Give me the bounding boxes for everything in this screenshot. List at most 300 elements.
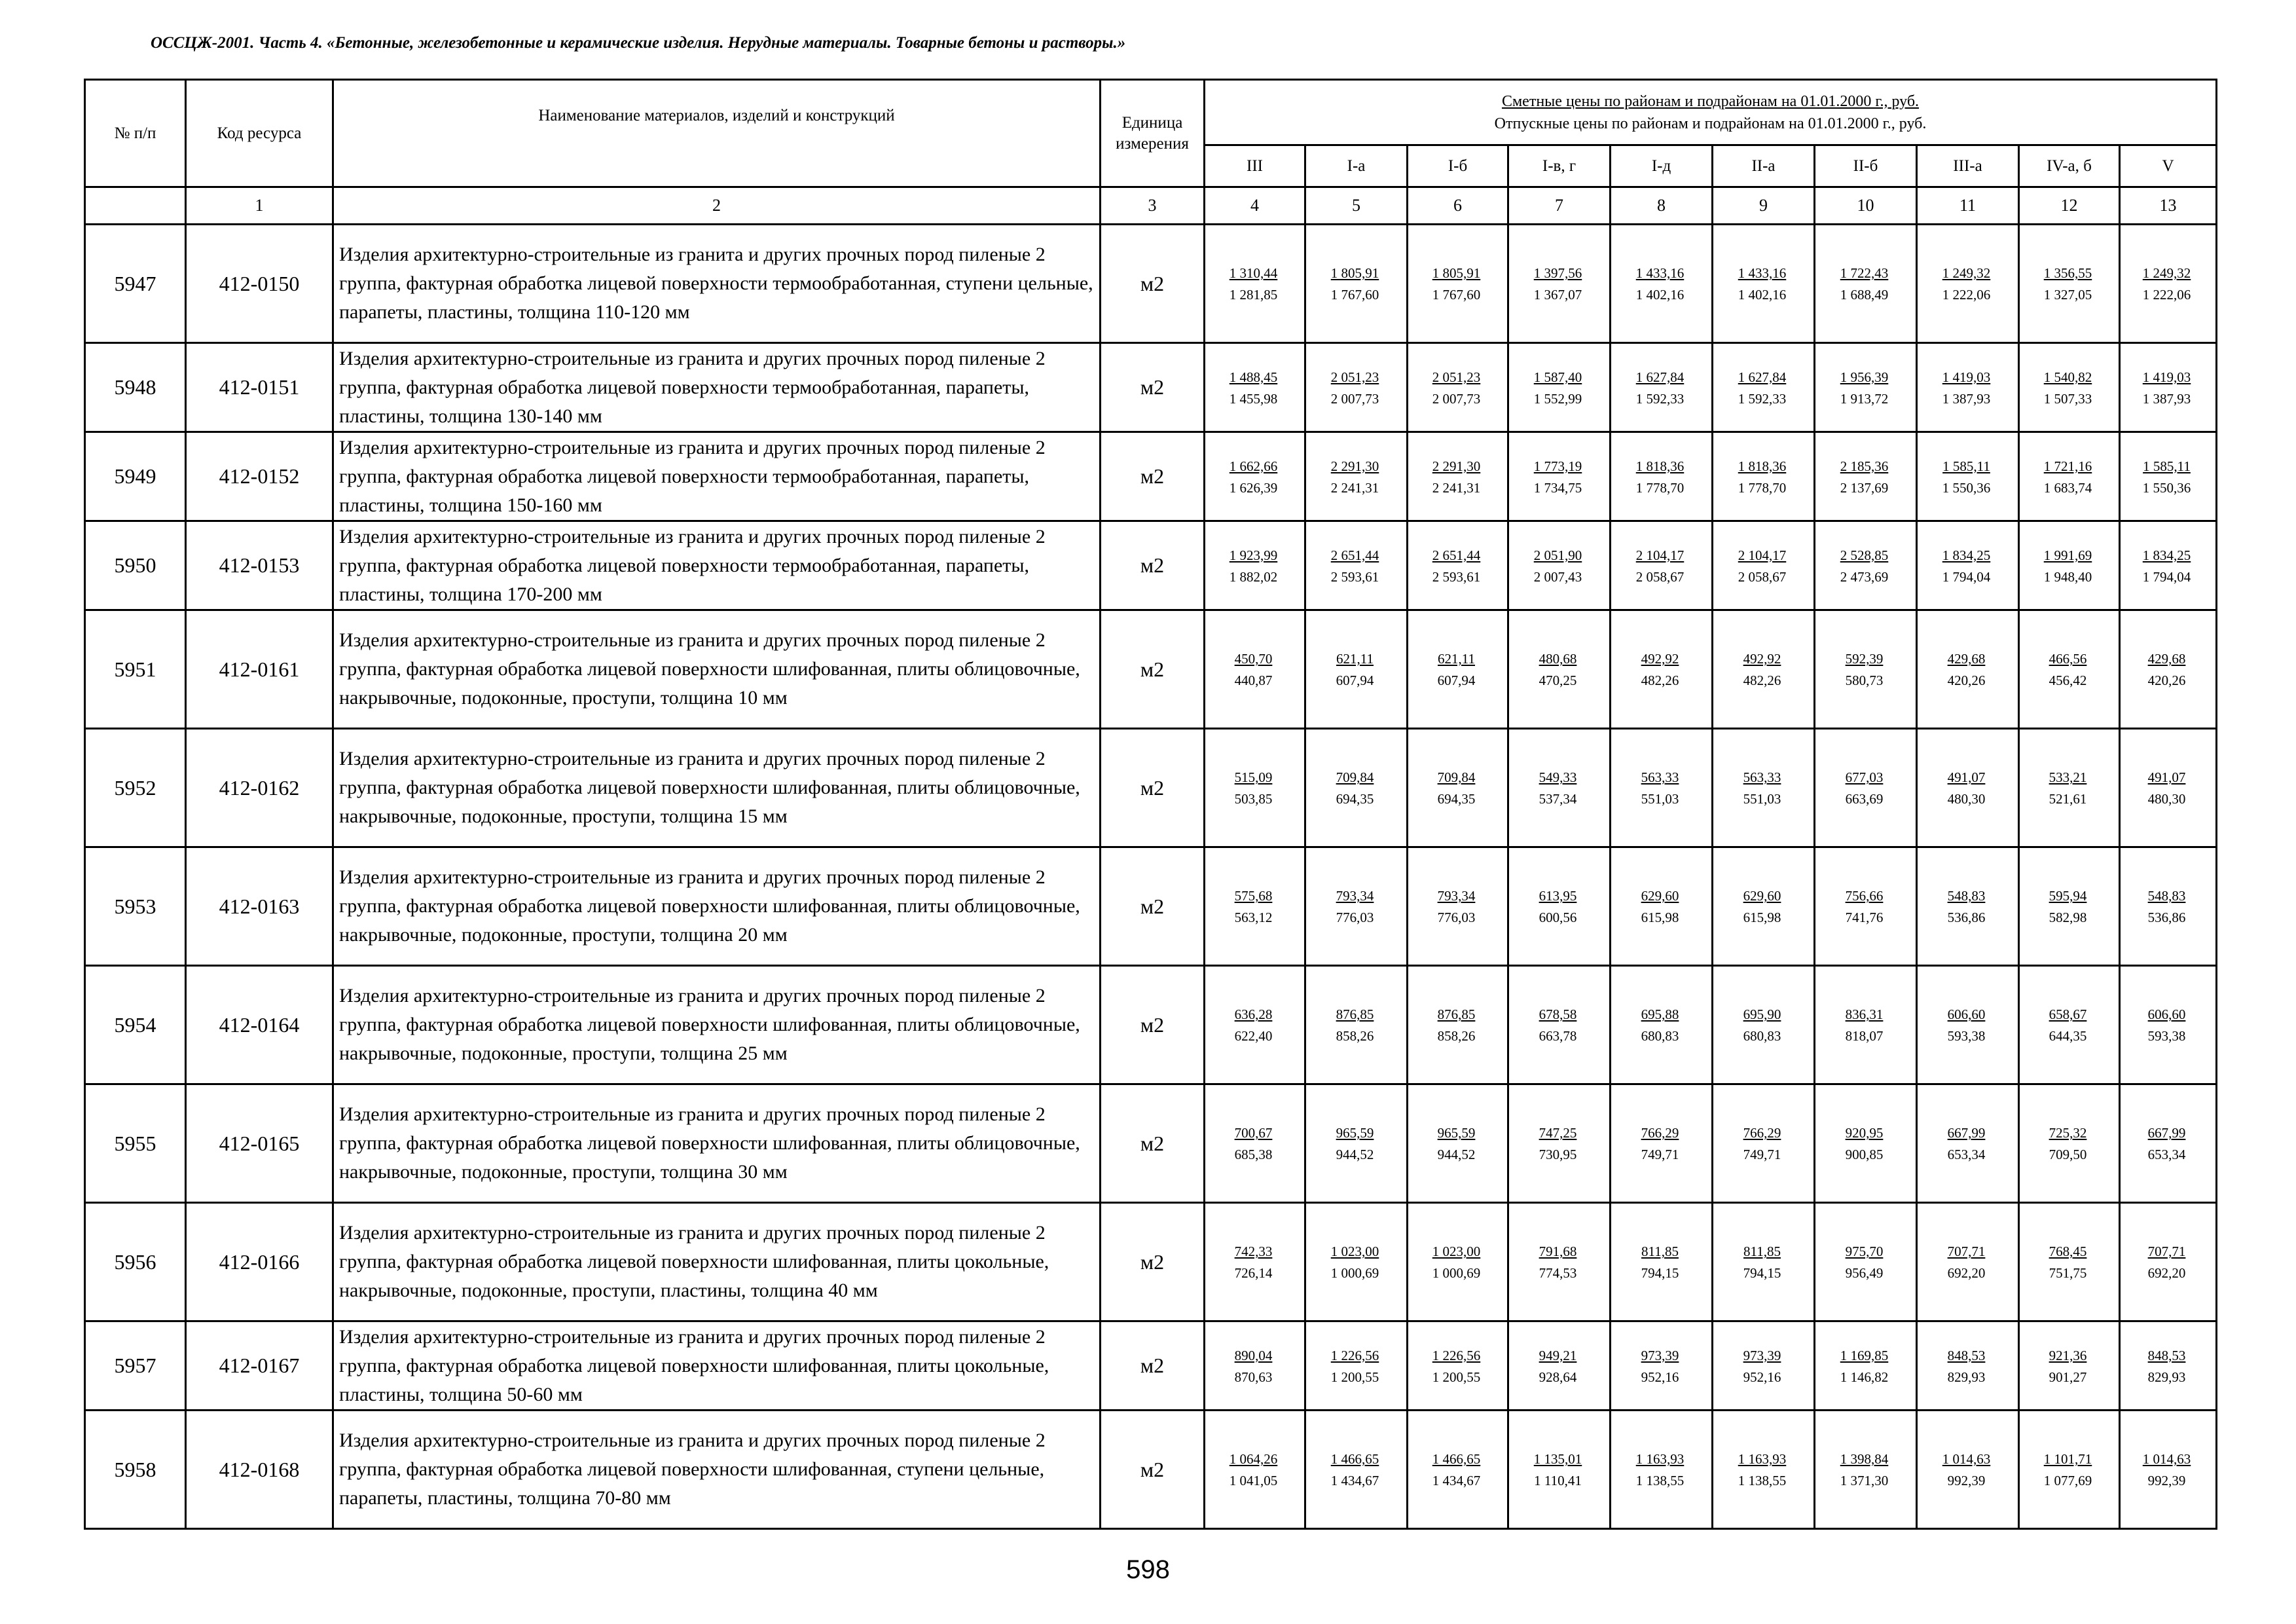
estimate-price: 1 249,32	[2142, 265, 2191, 281]
estimate-price: 876,85	[1336, 1006, 1374, 1022]
unit-of-measure: м2	[1101, 521, 1205, 610]
release-price: 952,16	[1641, 1369, 1679, 1385]
price-cell	[1815, 1411, 1917, 1529]
release-price: 1 222,06	[1942, 287, 1991, 303]
price-cell	[1917, 610, 2019, 729]
price-cell	[1305, 432, 1408, 521]
price-cell	[1917, 966, 2019, 1084]
release-price: 774,53	[1539, 1265, 1577, 1281]
resource-code: 412-0152	[186, 432, 333, 521]
estimate-price: 756,66	[1845, 888, 1884, 904]
estimate-price: 2 528,85	[1840, 547, 1889, 563]
price-cell	[1917, 225, 2019, 343]
estimate-price: 1 834,25	[2142, 547, 2191, 563]
unit-of-measure: м2	[1101, 847, 1205, 966]
release-price: 440,87	[1234, 673, 1273, 688]
column-number: 4	[1205, 187, 1305, 225]
price-cell	[2120, 1411, 2217, 1529]
resource-code: 412-0163	[186, 847, 333, 966]
estimate-price: 1 226,56	[1432, 1347, 1481, 1363]
price-cell	[1508, 729, 1611, 847]
price-cell	[1713, 432, 1815, 521]
price-cell	[1917, 1321, 2019, 1411]
row-number: 5950	[85, 521, 186, 610]
estimate-price: 1 163,93	[1738, 1451, 1787, 1467]
row-number: 5956	[85, 1203, 186, 1321]
item-description: Изделия архитектурно-строительные из гранита и других прочных пород пиленые 2 группа, фактурная обработка лицевой поверхности шлифованная, плиты облицовочные, накрывочные, подоконные, проступи, толщина 15 мм	[333, 729, 1101, 847]
estimate-price: 563,33	[1743, 769, 1781, 785]
estimate-price: 725,32	[2049, 1125, 2087, 1141]
estimate-price: 621,11	[1438, 651, 1475, 667]
price-cell	[1611, 966, 1713, 1084]
row-number: 5957	[85, 1321, 186, 1411]
price-cell	[1611, 1321, 1713, 1411]
price-cell	[1508, 432, 1611, 521]
estimate-price: 1 023,00	[1432, 1244, 1481, 1259]
release-price: 1 200,55	[1330, 1369, 1379, 1385]
estimate-price: 2 051,90	[1533, 547, 1582, 563]
release-price: 663,69	[1845, 791, 1884, 807]
unit-of-measure: м2	[1101, 1321, 1205, 1411]
release-price: 829,93	[1947, 1369, 1986, 1385]
estimate-price: 1 834,25	[1942, 547, 1991, 563]
row-number: 5952	[85, 729, 186, 847]
estimate-price: 2 185,36	[1840, 458, 1889, 474]
price-cell	[1917, 847, 2019, 966]
column-number: 8	[1611, 187, 1713, 225]
release-price: 2 007,43	[1533, 568, 1582, 585]
estimate-price: 965,59	[1437, 1125, 1476, 1141]
unit-of-measure: м2	[1101, 343, 1205, 432]
estimate-price: 848,53	[2147, 1347, 2186, 1363]
price-cell	[1611, 1084, 1713, 1203]
release-price: 2 007,73	[1432, 390, 1481, 407]
unit-of-measure: м2	[1101, 1084, 1205, 1203]
column-number: 1	[186, 187, 333, 225]
region-header: I-б	[1408, 145, 1508, 187]
estimate-price: 1 722,43	[1840, 265, 1889, 281]
price-cell	[1611, 610, 1713, 729]
release-price: 1 882,02	[1229, 568, 1278, 585]
table-row	[85, 1084, 2217, 1203]
price-cell	[1815, 1084, 1917, 1203]
price-cell	[1917, 1084, 2019, 1203]
release-price: 1 138,55	[1635, 1473, 1685, 1488]
prices-header-release: Отпускные цены по районам и подрайонам на 01.01.2000 г., руб.	[1494, 115, 1927, 132]
release-price: 653,34	[1947, 1147, 1986, 1162]
release-price: 956,49	[1845, 1265, 1884, 1281]
release-price: 663,78	[1539, 1028, 1577, 1044]
estimate-price: 709,84	[1437, 769, 1476, 785]
release-price: 2 007,73	[1330, 390, 1379, 407]
release-price: 551,03	[1743, 791, 1781, 807]
estimate-price: 1 226,56	[1330, 1347, 1379, 1363]
estimate-price: 1 818,36	[1635, 458, 1685, 474]
table-row	[85, 610, 2217, 729]
row-number: 5955	[85, 1084, 186, 1203]
estimate-price: 2 104,17	[1738, 547, 1787, 563]
estimate-price: 2 651,44	[1432, 547, 1481, 563]
price-cell	[1305, 343, 1408, 432]
price-cell	[1815, 729, 1917, 847]
estimate-price: 1 249,32	[1942, 265, 1991, 281]
price-cell	[2019, 225, 2120, 343]
estimate-price: 707,71	[2147, 1244, 2186, 1259]
estimate-price: 1 466,65	[1432, 1451, 1481, 1467]
price-cell	[1917, 432, 2019, 521]
item-description: Изделия архитектурно-строительные из гранита и других прочных пород пиленые 2 группа, фактурная обработка лицевой поверхности термообработанная, парапеты, пластины, толщина 150-160 мм	[333, 432, 1101, 521]
price-cell	[1611, 1411, 1713, 1529]
release-price: 900,85	[1845, 1147, 1884, 1162]
price-cell	[2019, 1203, 2120, 1321]
price-cell	[2019, 610, 2120, 729]
estimate-price: 920,95	[1845, 1125, 1884, 1141]
estimate-price: 450,70	[1234, 651, 1273, 667]
item-description: Изделия архитектурно-строительные из гранита и других прочных пород пиленые 2 группа, фактурная обработка лицевой поверхности термообработанная, ступени цельные, парапеты, пластины, толщина 110-120 мм	[333, 225, 1101, 343]
release-price: 607,94	[1336, 673, 1374, 688]
estimate-price: 695,88	[1641, 1006, 1679, 1022]
price-cell	[1408, 1411, 1508, 1529]
unit-of-measure: м2	[1101, 966, 1205, 1084]
release-price: 944,52	[1437, 1147, 1476, 1162]
estimate-price: 621,11	[1336, 651, 1374, 667]
price-cell	[1205, 225, 1305, 343]
release-price: 794,15	[1641, 1265, 1679, 1281]
release-price: 730,95	[1539, 1147, 1577, 1162]
resource-code: 412-0150	[186, 225, 333, 343]
price-cell	[2120, 1203, 2217, 1321]
item-description: Изделия архитектурно-строительные из гранита и других прочных пород пиленые 2 группа, фактурная обработка лицевой поверхности шлифованная, плиты облицовочные, накрывочные, подоконные, проступи, толщина 30 мм	[333, 1084, 1101, 1203]
col-header-unit: Единица измерения	[1101, 80, 1205, 187]
resource-code: 412-0151	[186, 343, 333, 432]
estimate-price: 1 064,26	[1229, 1451, 1278, 1467]
estimate-price: 1 101,71	[2043, 1451, 2092, 1467]
price-cell	[1408, 1321, 1508, 1411]
price-cell	[1508, 1084, 1611, 1203]
column-number-row	[85, 187, 2217, 225]
price-cell	[2019, 966, 2120, 1084]
price-cell	[2019, 521, 2120, 610]
release-price: 1 794,04	[1942, 568, 1991, 585]
estimate-price: 1 540,82	[2043, 369, 2092, 385]
estimate-price: 606,60	[1947, 1006, 1986, 1022]
estimate-price: 1 014,63	[1942, 1451, 1991, 1467]
release-price: 1 367,07	[1533, 287, 1582, 303]
release-price: 503,85	[1234, 791, 1273, 807]
item-description: Изделия архитектурно-строительные из гранита и других прочных пород пиленые 2 группа, фактурная обработка лицевой поверхности шлифованная, ступени цельные, парапеты, пластины, толщина 70-80 мм	[333, 1411, 1101, 1529]
price-cell	[1713, 1084, 1815, 1203]
estimate-price: 492,92	[1641, 651, 1679, 667]
price-cell	[1408, 729, 1508, 847]
price-cell	[1815, 966, 1917, 1084]
price-cell	[1815, 432, 1917, 521]
estimate-price: 1 956,39	[1840, 369, 1889, 385]
release-price: 1 434,67	[1330, 1473, 1379, 1488]
estimate-price: 629,60	[1641, 888, 1679, 904]
price-cell	[1508, 1321, 1611, 1411]
release-price: 607,94	[1437, 673, 1476, 688]
release-price: 692,20	[1947, 1265, 1986, 1281]
row-number: 5954	[85, 966, 186, 1084]
estimate-price: 678,58	[1539, 1006, 1577, 1022]
row-number: 5948	[85, 343, 186, 432]
price-cell	[2019, 729, 2120, 847]
table-row	[85, 966, 2217, 1084]
release-price: 1 455,98	[1229, 390, 1278, 407]
region-header: III-а	[1917, 145, 2019, 187]
price-cell	[2120, 1321, 2217, 1411]
estimate-price: 1 135,01	[1533, 1451, 1582, 1467]
price-cell	[2019, 847, 2120, 966]
release-price: 615,98	[1743, 910, 1781, 925]
price-cell	[1305, 1084, 1408, 1203]
estimate-price: 1 014,63	[2142, 1451, 2191, 1467]
price-cell	[2019, 432, 2120, 521]
release-price: 870,63	[1234, 1369, 1273, 1385]
release-price: 749,71	[1743, 1147, 1781, 1162]
release-price: 2 058,67	[1738, 568, 1787, 585]
price-cell	[1408, 225, 1508, 343]
item-description: Изделия архитектурно-строительные из гранита и других прочных пород пиленые 2 группа, фактурная обработка лицевой поверхности шлифованная, плиты облицовочные, накрывочные, подоконные, проступи, толщина 20 мм	[333, 847, 1101, 966]
item-description: Изделия архитектурно-строительные из гранита и других прочных пород пиленые 2 группа, фактурная обработка лицевой поверхности шлифованная, плиты цокольные, пластины, толщина 50-60 мм	[333, 1321, 1101, 1411]
document-header: ОССЦЖ-2001. Часть 4. «Бетонные, железобетонные и керамические изделия. Нерудные материалы. Товарные бетоны и растворы.»	[151, 34, 1126, 52]
resource-code: 412-0165	[186, 1084, 333, 1203]
price-cell	[1713, 1411, 1815, 1529]
estimate-price: 480,68	[1539, 651, 1577, 667]
price-cell	[2120, 610, 2217, 729]
estimate-price: 793,34	[1336, 888, 1374, 904]
region-header: II-б	[1815, 145, 1917, 187]
estimate-price: 2 104,17	[1635, 547, 1685, 563]
table-row	[85, 225, 2217, 343]
price-cell	[1713, 729, 1815, 847]
price-cell	[1917, 343, 2019, 432]
price-cell	[1815, 225, 1917, 343]
page-number: 598	[1126, 1555, 1170, 1584]
estimate-price: 1 433,16	[1635, 265, 1685, 281]
release-price: 580,73	[1845, 673, 1884, 688]
estimate-price: 1 419,03	[1942, 369, 1991, 385]
release-price: 741,76	[1845, 910, 1884, 925]
price-table-body	[85, 225, 2217, 1529]
price-cell	[2019, 1321, 2120, 1411]
estimate-price: 1 310,44	[1229, 265, 1278, 281]
estimate-price: 466,56	[2049, 651, 2087, 667]
release-price: 582,98	[2049, 910, 2087, 925]
region-header: I-д	[1611, 145, 1713, 187]
estimate-price: 921,36	[2049, 1347, 2087, 1363]
price-cell	[1815, 1321, 1917, 1411]
resource-code: 412-0162	[186, 729, 333, 847]
release-price: 482,26	[1641, 673, 1679, 688]
table-row	[85, 1411, 2217, 1529]
release-price: 600,56	[1539, 910, 1577, 925]
release-price: 551,03	[1641, 791, 1679, 807]
release-price: 1 000,69	[1330, 1265, 1379, 1281]
price-cell	[2120, 847, 2217, 966]
price-cell	[1508, 343, 1611, 432]
item-description: Изделия архитектурно-строительные из гранита и других прочных пород пиленые 2 группа, фактурная обработка лицевой поверхности шлифованная, плиты облицовочные, накрывочные, подоконные, проступи, толщина 25 мм	[333, 966, 1101, 1084]
price-cell	[2019, 1084, 2120, 1203]
estimate-price: 1 805,91	[1432, 265, 1481, 281]
release-price: 944,52	[1336, 1147, 1374, 1162]
price-cell	[1917, 729, 2019, 847]
row-number: 5949	[85, 432, 186, 521]
price-cell	[1611, 432, 1713, 521]
estimate-price: 973,39	[1743, 1347, 1781, 1363]
release-price: 1 222,06	[2142, 287, 2191, 303]
price-cell	[1408, 847, 1508, 966]
price-cell	[1713, 1321, 1815, 1411]
price-cell	[1508, 1411, 1611, 1529]
release-price: 680,83	[1641, 1028, 1679, 1044]
column-number: 12	[2019, 187, 2120, 225]
column-number: 6	[1408, 187, 1508, 225]
release-price: 829,93	[2147, 1369, 2186, 1385]
release-price: 1 077,69	[2043, 1473, 2092, 1488]
region-header: I-в, г	[1508, 145, 1611, 187]
release-price: 1 767,60	[1432, 287, 1481, 303]
estimate-price: 1 587,40	[1533, 369, 1582, 385]
estimate-price: 707,71	[1947, 1244, 1986, 1259]
price-cell	[1205, 1321, 1305, 1411]
price-cell	[2019, 1411, 2120, 1529]
table-row	[85, 1203, 2217, 1321]
estimate-price: 1 397,56	[1533, 265, 1582, 281]
release-price: 537,34	[1539, 791, 1577, 807]
release-price: 1 688,49	[1840, 287, 1889, 303]
release-price: 593,38	[1947, 1028, 1986, 1044]
unit-of-measure: м2	[1101, 1411, 1205, 1529]
release-price: 1 200,55	[1432, 1369, 1481, 1385]
price-cell	[1205, 847, 1305, 966]
release-price: 536,86	[1947, 910, 1986, 925]
release-price: 1 550,36	[2142, 479, 2191, 496]
price-cell	[1408, 610, 1508, 729]
estimate-price: 1 169,85	[1840, 1347, 1889, 1363]
release-price: 794,15	[1743, 1265, 1781, 1281]
estimate-price: 700,67	[1234, 1125, 1273, 1141]
release-price: 1 794,04	[2142, 568, 2191, 585]
estimate-price: 606,60	[2147, 1006, 2186, 1022]
release-price: 928,64	[1539, 1369, 1577, 1385]
price-cell	[1713, 966, 1815, 1084]
release-price: 644,35	[2049, 1028, 2087, 1044]
estimate-price: 1 488,45	[1229, 369, 1278, 385]
release-price: 563,12	[1234, 910, 1273, 925]
estimate-price: 766,29	[1641, 1125, 1679, 1141]
price-cell	[1611, 1203, 1713, 1321]
price-cell	[1205, 1084, 1305, 1203]
price-cell	[1305, 225, 1408, 343]
price-cell	[1205, 1411, 1305, 1529]
estimate-price: 658,67	[2049, 1006, 2087, 1022]
release-price: 622,40	[1234, 1028, 1273, 1044]
table-row	[85, 729, 2217, 847]
release-price: 521,61	[2049, 791, 2087, 807]
estimate-price: 575,68	[1234, 888, 1273, 904]
release-price: 692,20	[2147, 1265, 2186, 1281]
estimate-price: 677,03	[1845, 769, 1884, 785]
estimate-price: 766,29	[1743, 1125, 1781, 1141]
estimate-price: 811,85	[1641, 1244, 1679, 1259]
release-price: 1 592,33	[1738, 390, 1787, 407]
estimate-price: 1 805,91	[1330, 265, 1379, 281]
price-cell	[1408, 1203, 1508, 1321]
price-cell	[1408, 1084, 1508, 1203]
release-price: 685,38	[1234, 1147, 1273, 1162]
release-price: 858,26	[1336, 1028, 1374, 1044]
release-price: 1 767,60	[1330, 287, 1379, 303]
release-price: 1 041,05	[1229, 1473, 1278, 1488]
estimate-price: 548,83	[2147, 888, 2186, 904]
release-price: 1 387,93	[2142, 390, 2191, 407]
col-header-prices	[1205, 80, 2217, 145]
estimate-price: 695,90	[1743, 1006, 1781, 1022]
price-cell	[1917, 521, 2019, 610]
price-cell	[1205, 521, 1305, 610]
price-table	[84, 79, 2217, 1530]
estimate-price: 949,21	[1539, 1347, 1577, 1363]
region-header: V	[2120, 145, 2217, 187]
price-cell	[1508, 225, 1611, 343]
release-price: 1 387,93	[1942, 390, 1991, 407]
release-price: 992,39	[2147, 1473, 2186, 1488]
price-cell	[1305, 847, 1408, 966]
estimate-price: 636,28	[1234, 1006, 1273, 1022]
release-price: 1 371,30	[1840, 1473, 1889, 1488]
release-price: 709,50	[2049, 1147, 2087, 1162]
estimate-price: 667,99	[1947, 1125, 1986, 1141]
prices-header-estimate: Сметные цены по районам и подрайонам на 01.01.2000 г., руб.	[1501, 92, 1920, 110]
release-price: 456,42	[2049, 673, 2087, 688]
release-price: 1 626,39	[1229, 479, 1278, 496]
release-price: 952,16	[1743, 1369, 1781, 1385]
estimate-price: 811,85	[1743, 1244, 1781, 1259]
release-price: 1 778,70	[1738, 479, 1787, 496]
price-cell	[2120, 521, 2217, 610]
release-price: 1 281,85	[1229, 287, 1278, 303]
estimate-price: 613,95	[1539, 888, 1577, 904]
release-price: 901,27	[2049, 1369, 2087, 1385]
price-cell	[1611, 847, 1713, 966]
row-number: 5947	[85, 225, 186, 343]
release-price: 1 778,70	[1635, 479, 1685, 496]
resource-code: 412-0166	[186, 1203, 333, 1321]
estimate-price: 2 051,23	[1330, 369, 1379, 385]
price-cell	[1305, 610, 1408, 729]
unit-of-measure: м2	[1101, 1203, 1205, 1321]
estimate-price: 667,99	[2147, 1125, 2186, 1141]
release-price: 2 058,67	[1635, 568, 1685, 585]
price-cell	[2120, 729, 2217, 847]
price-cell	[2019, 343, 2120, 432]
item-description: Изделия архитектурно-строительные из гранита и других прочных пород пиленые 2 группа, фактурная обработка лицевой поверхности шлифованная, плиты цокольные, накрывочные, подоконные, проступи, пластины, толщина 40 мм	[333, 1203, 1101, 1321]
estimate-price: 1 466,65	[1330, 1451, 1379, 1467]
release-price: 420,26	[1947, 673, 1986, 688]
estimate-price: 890,04	[1234, 1347, 1273, 1363]
release-price: 680,83	[1743, 1028, 1781, 1044]
estimate-price: 548,83	[1947, 888, 1986, 904]
release-price: 2 241,31	[1432, 479, 1481, 496]
price-cell	[1815, 1203, 1917, 1321]
estimate-price: 1 923,99	[1229, 547, 1278, 563]
price-cell	[1611, 343, 1713, 432]
release-price: 1 434,67	[1432, 1473, 1481, 1488]
release-price: 1 734,75	[1533, 479, 1582, 496]
price-cell	[1305, 1203, 1408, 1321]
price-cell	[1205, 343, 1305, 432]
